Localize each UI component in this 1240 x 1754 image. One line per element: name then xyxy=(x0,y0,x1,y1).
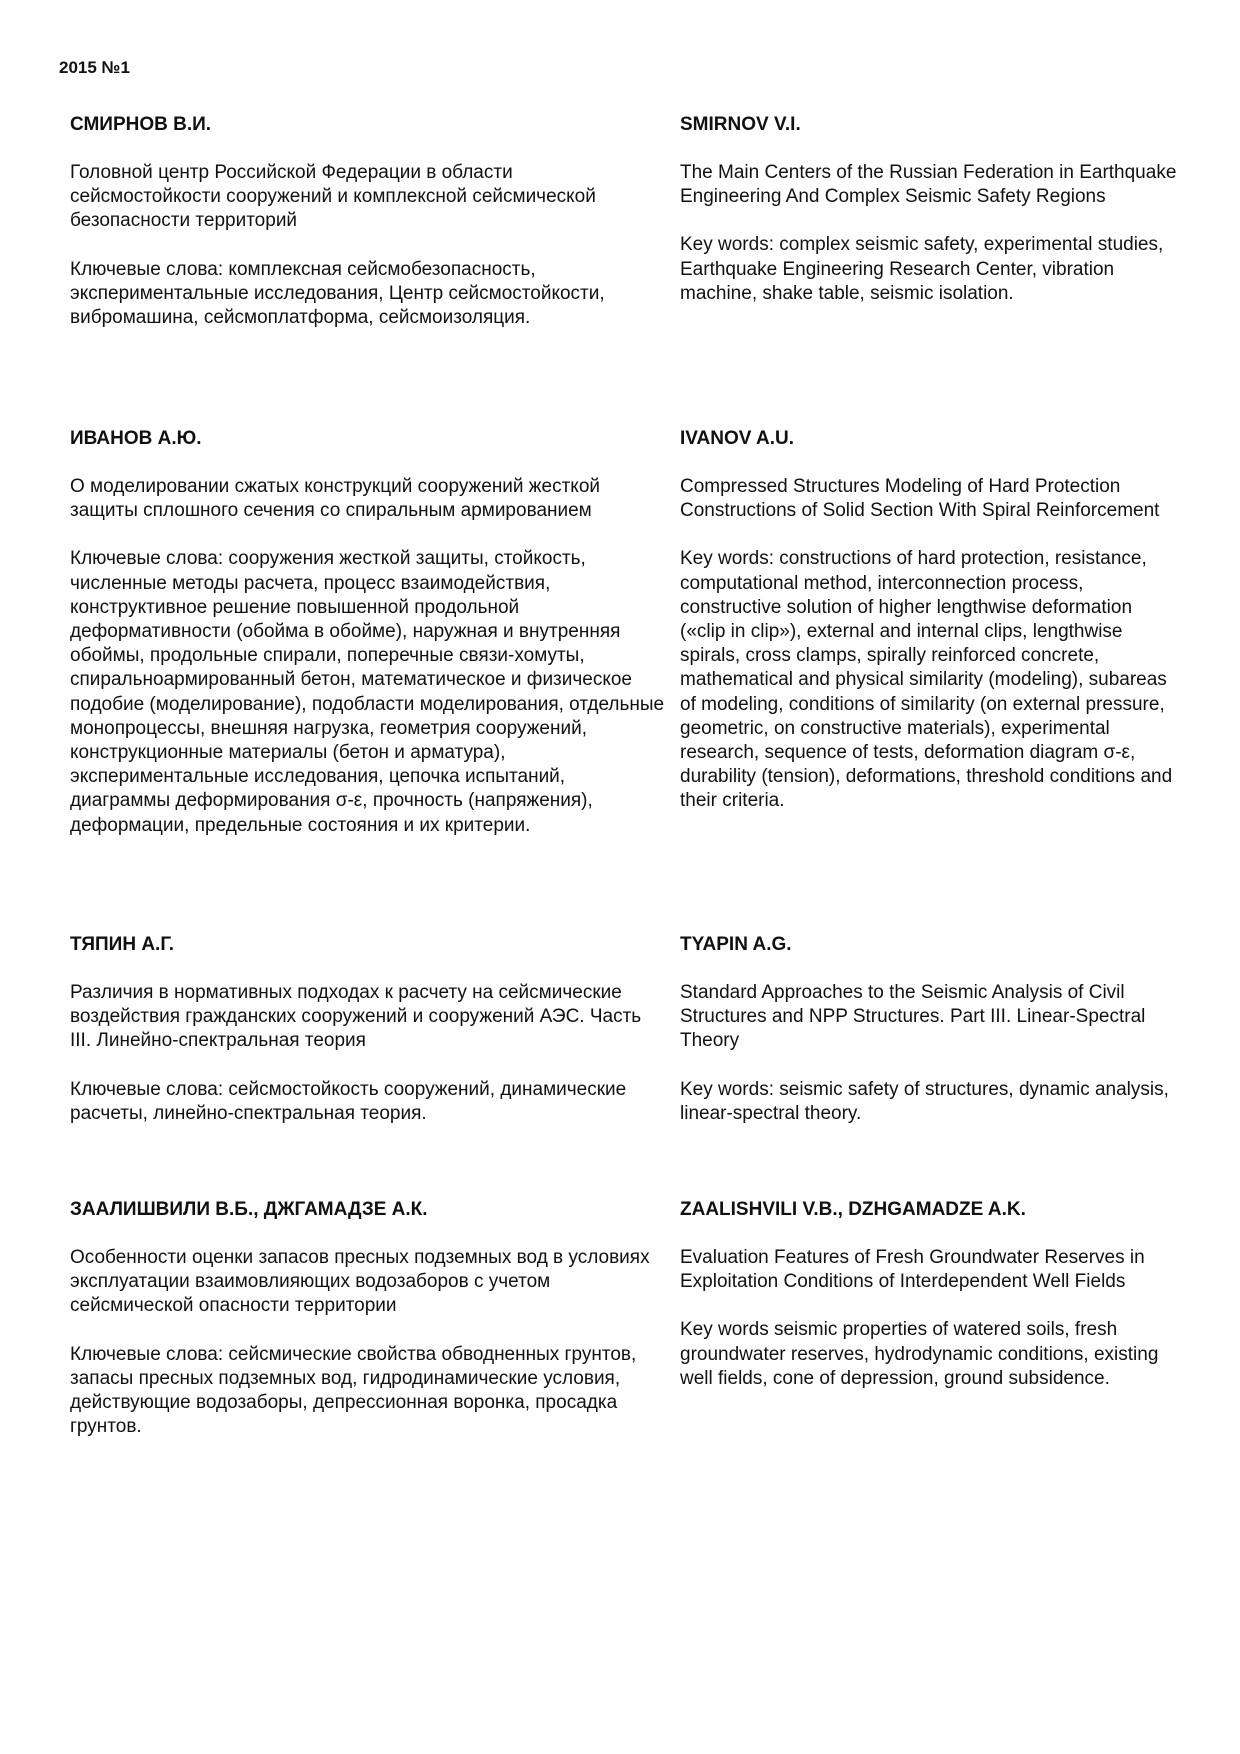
article-title: The Main Centers of the Russian Federation in Earthquake Engineering And Complex Seismic Safety Regions xyxy=(680,162,1177,208)
issue-header: 2015 №1 xyxy=(59,58,130,77)
article-title: Головной центр Российской Федерации в области сейсмостойкости сооружений и комплексной сейсмической безопасности территорий xyxy=(70,162,596,232)
article-english-column xyxy=(680,933,1180,1126)
author-name: СМИРНОВ В.И. xyxy=(70,114,212,135)
article-title: Standard Approaches to the Seismic Analysis of Civil Structures and NPP Structures. Part III. Linear-Spectral Theory xyxy=(680,982,1146,1052)
article-english-column xyxy=(680,113,1180,306)
author-name: ИВАНОВ А.Ю. xyxy=(70,428,202,449)
article-keywords: Key words: seismic safety of structures, dynamic analysis, linear-spectral theory. xyxy=(680,1078,1169,1124)
article-russian-column xyxy=(70,933,665,1126)
article-keywords: Ключевые слова: комплексная сейсмобезопасность, экспериментальные исследования, Центр сейсмостойкости, вибромашина, сейсмоплатформа, сейсмоизоляция. xyxy=(70,258,605,329)
article-russian-column xyxy=(70,113,665,330)
article-title: Различия в нормативных подходах к расчету на сейсмические воздействия гражданских сооружений и сооружений АЭС. Часть III. Линейно-спектральная теория xyxy=(70,982,642,1052)
article-title: Compressed Structures Modeling of Hard Protection Constructions of Solid Section With Spiral Reinforcement xyxy=(680,476,1160,522)
article-keywords: Ключевые слова: сооружения жесткой защиты, стойкость, численные методы расчета, процесс взаимодействия, конструктивное решение повышенной продольной деформативности (обойма в обойме), наружная и внутренняя обоймы, продольные спирали, поперечные связи-хомуты, спиральноармированный бетон, математическое и физическое подобие (моделирование), подобласти моделирования, отдельные монопроцессы, внешняя нагрузка, геометрия сооружений, конструкционные материалы (бетон и арматура), экспериментальные исследования, цепочка испытаний, диаграммы деформирования σ-ε, прочность (напряжения), деформации, предельные состояния и их критерии. xyxy=(70,548,665,836)
article-russian-column xyxy=(70,427,665,838)
author-name: SMIRNOV V.I. xyxy=(680,114,801,135)
article-keywords: Ключевые слова: сейсмостойкость сооружений, динамические расчеты, линейно-спектральная теория. xyxy=(70,1078,627,1124)
article-keywords: Key words: complex seismic safety, experimental studies, Earthquake Engineering Research Center, vibration machine, shake table, seismic isolation. xyxy=(680,234,1164,304)
article-keywords: Key words: constructions of hard protection, resistance, computational method, interconnection process, constructive solution of higher lengthwise deformation («clip in clip»), external and internal clips, lengthwise spirals, cross clamps, spirally reinforced concrete, mathematical and physical similarity (modeling), subareas of modeling, conditions of similarity (on external pressure, geometric, on constructive materials), experimental research, sequence of tests, deformation diagram σ-ε, durability (tension), deformations, threshold conditions and their criteria. xyxy=(680,548,1173,812)
author-name: ЗААЛИШВИЛИ В.Б., ДЖГАМАДЗЕ А.К. xyxy=(70,1199,428,1220)
article-english-column xyxy=(680,1198,1180,1391)
article-english-column xyxy=(680,427,1180,814)
article-title: Особенности оценки запасов пресных подземных вод в условиях эксплуатации взаимовлияющих водозаборов с учетом сейсмической опасности территории xyxy=(70,1247,650,1317)
article-keywords: Key words seismic properties of watered soils, fresh groundwater reserves, hydrodynamic conditions, existing well fields, cone of depression, ground subsidence. xyxy=(680,1319,1159,1389)
article-title: О моделировании сжатых конструкций сооружений жесткой защиты сплошного сечения со спиральным армированием xyxy=(70,476,600,522)
author-name: TYAPIN A.G. xyxy=(680,934,792,955)
author-name: ZAALISHVILI V.B., DZHGAMADZE A.K. xyxy=(680,1199,1026,1220)
article-title: Evaluation Features of Fresh Groundwater Reserves in Exploitation Conditions of Interdependent Well Fields xyxy=(680,1247,1145,1293)
article-russian-column xyxy=(70,1198,665,1439)
article-keywords: Ключевые слова: сейсмические свойства обводненных грунтов, запасы пресных подземных вод, гидродинамические условия, действующие водозаборы, депрессионная воронка, просадка грунтов. xyxy=(70,1343,637,1438)
author-name: ТЯПИН А.Г. xyxy=(70,934,174,955)
author-name: IVANOV A.U. xyxy=(680,428,795,449)
